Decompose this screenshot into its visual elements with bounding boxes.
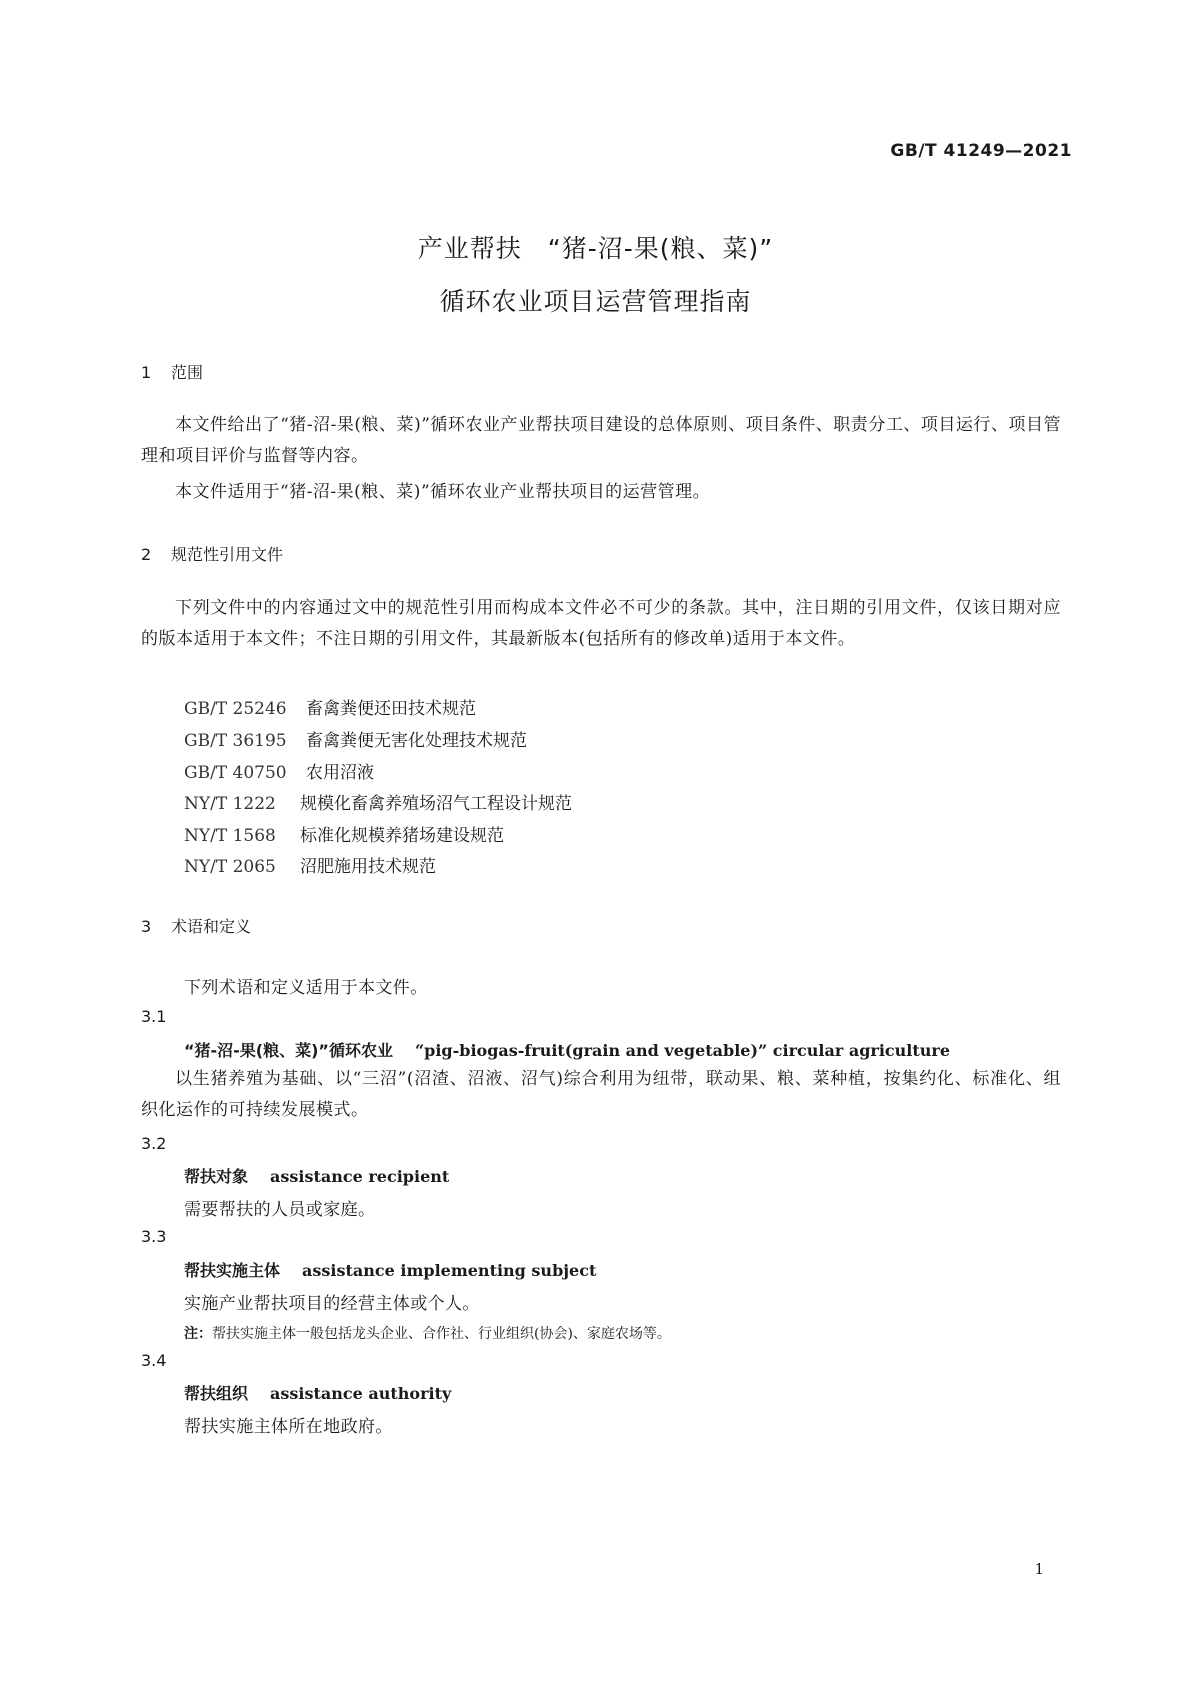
term-definition: 以生猪养殖为基础、以“三沼”(沼渣、沼液、沼气)综合利用为纽带，联动果、粮、菜种植，按集约化、标准化、组织化运作的可持续发展模式。	[141, 1069, 1061, 1120]
reference-title: 标准化规模养猪场建设规范	[300, 826, 504, 846]
term-chinese: 帮扶实施主体	[184, 1261, 281, 1280]
reference-item	[184, 726, 527, 751]
term-entry	[184, 1258, 596, 1281]
term-entry	[184, 1164, 449, 1187]
document-title-line-2: 循环农业项目运营管理指南	[439, 287, 752, 316]
standard-code: GB/T 41249—2021	[890, 141, 1072, 161]
section-title: 术语和定义	[171, 917, 252, 936]
term-entry	[184, 1038, 950, 1061]
section-title: 规范性引用文件	[171, 545, 284, 564]
clause-number: 3.2	[141, 1134, 167, 1153]
note-text: 帮扶实施主体一般包括龙头企业、合作社、行业组织(协会)、家庭农场等。	[212, 1326, 671, 1342]
reference-title: 畜禽粪便还田技术规范	[306, 699, 476, 719]
section-heading-normative-references	[141, 542, 283, 565]
reference-code: NY/T 1568	[184, 826, 276, 846]
section-number: 3	[141, 917, 152, 936]
references-intro-paragraph: 下列文件中的内容通过文中的规范性引用而构成本文件必不可少的条款。其中，注日期的引用文件，仅该日期对应的版本适用于本文件；不注日期的引用文件，其最新版本(包括所有的修改单)适用于本文件。	[141, 598, 1061, 649]
section-number: 2	[141, 545, 152, 564]
scope-paragraph-1: 本文件给出了“猪-沼-果(粮、菜)”循环农业产业帮扶项目建设的总体原则、项目条件、职责分工、项目运行、项目管理和项目评价与监督等内容。	[141, 415, 1061, 466]
clause-number: 3.3	[141, 1227, 167, 1246]
reference-item	[184, 821, 504, 846]
reference-code: GB/T 40750	[184, 763, 287, 783]
term-definition: 需要帮扶的人员或家庭。	[184, 1200, 376, 1220]
reference-title: 规模化畜禽养殖场沼气工程设计规范	[300, 794, 572, 814]
term-english: assistance recipient	[270, 1167, 450, 1186]
section-title: 范围	[171, 363, 204, 382]
reference-item	[184, 694, 476, 719]
scope-paragraph-2: 本文件适用于“猪-沼-果(粮、菜)”循环农业产业帮扶项目的运营管理。	[175, 482, 711, 502]
page-number: 1	[1034, 1560, 1044, 1578]
term-definition: 实施产业帮扶项目的经营主体或个人。	[184, 1294, 480, 1314]
reference-item	[184, 852, 436, 877]
reference-code: GB/T 25246	[184, 699, 287, 719]
term-entry	[184, 1381, 451, 1404]
reference-code: NY/T 2065	[184, 857, 276, 877]
reference-code: GB/T 36195	[184, 731, 287, 751]
term-english: assistance implementing subject	[302, 1261, 597, 1280]
section-number: 1	[141, 363, 152, 382]
term-english: assistance authority	[270, 1384, 452, 1403]
document-title-line-1: 产业帮扶 “猪-沼-果(粮、菜)”	[417, 234, 774, 263]
term-note	[184, 1323, 671, 1343]
term-chinese: 帮扶对象	[184, 1167, 249, 1186]
term-chinese: 帮扶组织	[184, 1384, 249, 1403]
reference-item	[184, 789, 572, 814]
clause-number: 3.4	[141, 1351, 167, 1370]
reference-item	[184, 758, 374, 783]
terms-intro: 下列术语和定义适用于本文件。	[184, 978, 428, 998]
term-chinese: “猪-沼-果(粮、菜)”循环农业	[184, 1041, 393, 1060]
note-label: 注：	[184, 1326, 212, 1342]
reference-title: 农用沼液	[306, 763, 374, 783]
reference-title: 畜禽粪便无害化处理技术规范	[306, 731, 527, 751]
clause-number: 3.1	[141, 1007, 167, 1026]
reference-title: 沼肥施用技术规范	[300, 857, 436, 877]
section-heading-terms-definitions	[141, 914, 251, 937]
section-heading-scope	[141, 360, 203, 383]
term-english: “pig-biogas-fruit(grain and vegetable)” circular agriculture	[414, 1041, 951, 1060]
term-definition: 帮扶实施主体所在地政府。	[184, 1417, 393, 1437]
reference-code: NY/T 1222	[184, 794, 276, 814]
